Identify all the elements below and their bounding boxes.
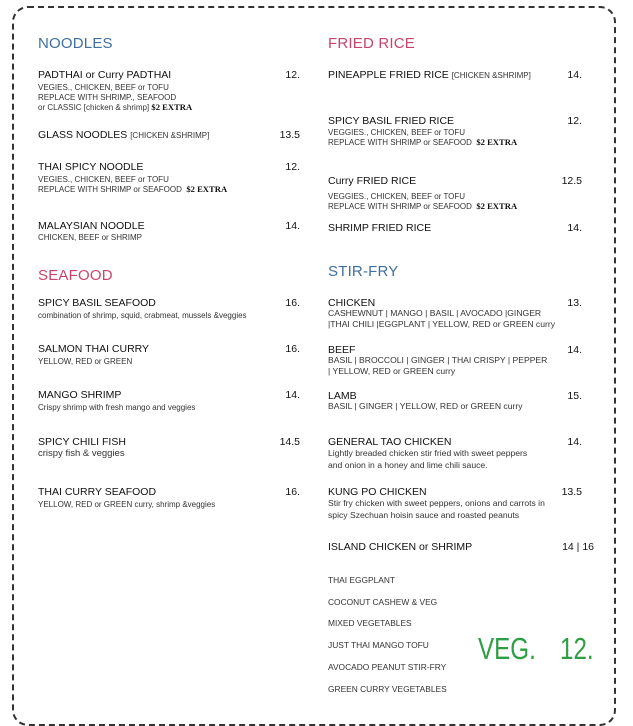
item-price: 14. <box>567 222 582 234</box>
item-price: 16. <box>285 343 300 355</box>
veg-item: COCONUT CASHEW & VEG <box>328 597 438 607</box>
item-name: GLASS NOODLES [CHICKEN &SHRIMP] <box>38 129 210 141</box>
item-desc: |THAI CHILI |EGGPLANT | YELLOW, RED or GREEN curry <box>328 319 556 329</box>
item-desc: REPLACE WITH SHRIMP or SEAFOOD $2 EXTRA <box>328 201 518 211</box>
item-price: 12.5 <box>561 175 582 187</box>
item-name: SHRIMP FRIED RICE <box>328 222 432 234</box>
item-desc: combination of shrimp, squid, crabmeat, mussels &veggies <box>38 311 247 320</box>
item-name: GENERAL TAO CHICKEN <box>328 436 452 448</box>
item-desc: CASHEWNUT | MANGO | BASIL | AVOCADO |GINGER <box>328 308 542 318</box>
item-price: 13.5 <box>279 129 300 141</box>
item-price: 14. <box>567 344 582 356</box>
item-desc: spicy Szechuan hoisin sauce and roasted peanuts <box>328 510 520 520</box>
item-price: 16. <box>285 297 300 309</box>
item-price: 14. <box>285 220 300 232</box>
item-name: MALAYSIAN NOODLE <box>38 220 145 232</box>
item-desc: crispy fish & veggies <box>38 448 125 459</box>
veg-item: AVOCADO PEANUT STIR-FRY <box>328 662 447 672</box>
item-price: 13. <box>567 297 582 309</box>
item-desc: | YELLOW, RED or GREEN curry <box>328 366 456 376</box>
item-name: SPICY BASIL FRIED RICE <box>328 115 455 127</box>
item-desc: VEGIES., CHICKEN, BEEF or TOFU <box>38 175 169 184</box>
item-desc: BASIL | GINGER | YELLOW, RED or GREEN curry <box>328 401 523 411</box>
item-name: KUNG PO CHICKEN <box>328 486 427 498</box>
item-name: THAI CURRY SEAFOOD <box>38 486 157 498</box>
item-price: 14. <box>567 436 582 448</box>
item-price: 12. <box>285 69 300 81</box>
item-price: 12. <box>567 115 582 127</box>
item-name: PINEAPPLE FRIED RICE [CHICKEN &SHRIMP] <box>328 69 531 81</box>
extra-charge: $2 EXTRA <box>151 102 193 112</box>
veg-item: MIXED VEGETABLES <box>328 618 412 628</box>
item-desc: or CLASSIC [chicken & shrimp] $2 EXTRA <box>38 102 193 112</box>
section-title-seafood: SEAFOOD <box>38 267 113 284</box>
item-name: BEEF <box>328 344 356 356</box>
item-desc: CHICKEN, BEEF or SHRIMP <box>38 233 143 242</box>
item-desc: REPLACE WITH SHRIMP., SEAFOOD <box>38 93 177 102</box>
item-price: 14. <box>567 69 582 81</box>
item-name: MANGO SHRIMP <box>38 389 122 401</box>
veg-item: JUST THAI MANGO TOFU <box>328 640 429 650</box>
extra-charge: $2 EXTRA <box>186 184 228 194</box>
item-name: LAMB <box>328 390 357 402</box>
item-price: 14.5 <box>279 436 300 448</box>
item-name: SPICY BASIL SEAFOOD <box>38 297 156 309</box>
item-name: THAI SPICY NOODLE <box>38 161 144 173</box>
item-name: Curry FRIED RICE <box>328 175 417 187</box>
item-name: ISLAND CHICKEN or SHRIMP <box>328 541 473 553</box>
veg-label: VEG. <box>478 631 536 666</box>
veg-price: 12. <box>560 631 594 666</box>
item-desc: Stir fry chicken with sweet peppers, onions and carrots in <box>328 498 545 508</box>
item-price: 16. <box>285 486 300 498</box>
item-desc: and onion in a honey and lime chili sauce. <box>328 460 488 470</box>
item-tag: [CHICKEN &SHRIMP] <box>130 131 210 140</box>
item-desc: REPLACE WITH SHRIMP or SEAFOOD $2 EXTRA <box>38 184 228 194</box>
item-price: 13.5 <box>561 486 582 498</box>
item-desc: Crispy shrimp with fresh mango and veggies <box>38 403 196 412</box>
item-price: 15. <box>567 390 582 402</box>
section-title-fried-rice: FRIED RICE <box>328 35 416 52</box>
veg-item: THAI EGGPLANT <box>328 575 396 585</box>
item-tag: [CHICKEN &SHRIMP] <box>451 71 531 80</box>
item-desc: Lightly breaded chicken stir fried with sweet peppers <box>328 448 528 458</box>
item-desc: VEGIES., CHICKEN, BEEF or TOFU <box>38 83 169 92</box>
item-name: SPICY CHILI FISH <box>38 436 126 448</box>
extra-charge: $2 EXTRA <box>476 201 518 211</box>
item-price: 14. <box>285 389 300 401</box>
item-price: 12. <box>285 161 300 173</box>
section-title-stir-fry: STIR-FRY <box>328 263 399 280</box>
veg-item: GREEN CURRY VEGETABLES <box>328 684 447 694</box>
item-name: SALMON THAI CURRY <box>38 343 150 355</box>
item-desc: YELLOW, RED or GREEN <box>38 357 133 366</box>
extra-charge: $2 EXTRA <box>476 137 518 147</box>
item-name: PADTHAI or Curry PADTHAI <box>38 69 172 81</box>
item-name: CHICKEN <box>328 297 376 309</box>
item-desc: BASIL | BROCCOLI | GINGER | THAI CRISPY | PEPPER <box>328 355 548 365</box>
item-desc: REPLACE WITH SHRIMP or SEAFOOD $2 EXTRA <box>328 137 518 147</box>
item-desc: VEGGIES., CHICKEN, BEEF or TOFU <box>328 192 466 201</box>
item-price: 14 | 16 <box>562 541 594 553</box>
section-title-noodles: NOODLES <box>38 35 113 52</box>
item-desc: VEGGIES., CHICKEN, BEEF or TOFU <box>328 128 466 137</box>
item-desc: YELLOW, RED or GREEN curry, shrimp &veggies <box>38 500 216 509</box>
